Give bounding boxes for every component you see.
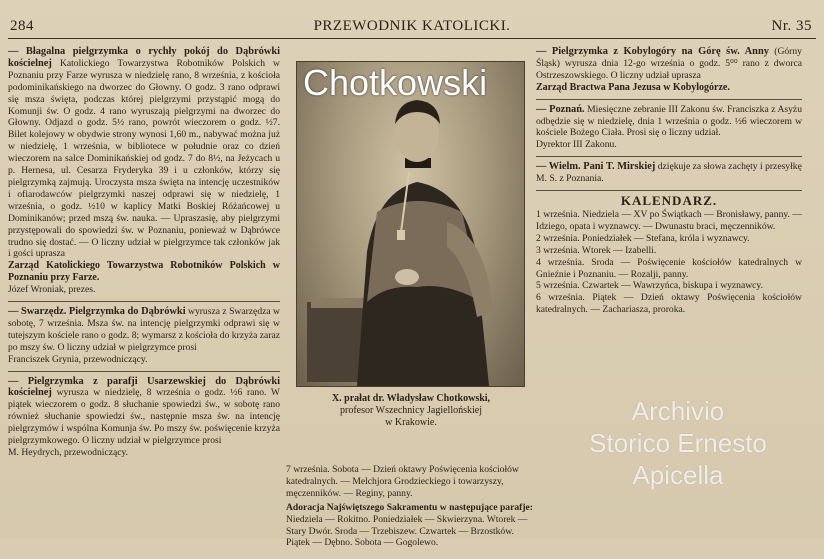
photo-caption — [286, 393, 536, 429]
calendar-title: KALENDARZ. — [620, 193, 718, 209]
calendar-continued — [286, 464, 536, 559]
article-body: (Górny Śląsk) wyrusza dnia 12-go września o godz. 5⁰⁰ rano z dworca Ostrzeszowskiego. O liczny udział uprasza — [536, 46, 802, 81]
calendar-row: 1 września. Niedziela — XV po Świątkach — Bronisławy, panny. — Idziego, opata i wyznawcy. — Dwunastu braci, męczenników. — [536, 208, 802, 232]
left-column — [8, 46, 280, 464]
calendar-row: 7 września. Sobota — Dzień oktawy Poświęcenia kościołów katedralnych. — Melchjora Grodzieckiego i towarzyszy, męczenników. — Reginy, panny. — [286, 464, 519, 499]
calendar-row: 6 września. Piątek — Dzień oktawy Poświęcenia kościołów katedralnych. — Zachariasza, proroka. — [536, 292, 802, 316]
calendar-row: 2 września. Poniedziałek — Stefana, króla i wyznawcy. — [536, 232, 750, 244]
article-thanks — [536, 161, 802, 185]
article-signature: M. Heydrych, przewodniczący. — [8, 447, 129, 458]
article-kobylogora — [536, 46, 802, 94]
watermark-line: Archivio — [631, 396, 725, 426]
page-number: 284 — [10, 18, 34, 34]
portrait-photo — [296, 61, 525, 387]
article-signature: Józef Wroniak, prezes. — [8, 284, 96, 296]
watermark-line: Apicella — [632, 460, 724, 490]
article-body: dziękuje za słowa zachęty i przesyłkę — [657, 161, 802, 173]
divider — [8, 371, 280, 372]
article-signature: M. S. z Poznania. — [536, 173, 604, 185]
adoration-heading: Adoracja Najświętszego Sakramentu w następujące parafje: — [286, 501, 533, 513]
article-heading: — Pielgrzymka z Kobylogóry na Górę św. Anny — [536, 46, 769, 57]
article-heading: — Pielgrzymka z parafji Usarzewskiej do Dąbrówki kościelnej — [8, 375, 280, 399]
portrait-figure — [297, 62, 524, 386]
archive-watermark — [548, 395, 808, 491]
divider — [536, 99, 802, 100]
article-pilgrimage-dabrowka — [8, 46, 280, 296]
article-body: Katolickiego Towarzystwa Robotników Polskich w Poznaniu przy Farze wyrusza w niedzielę rano, 8 września, z kościoła podominikańskiego na dworzec do Głowny. O godz. 3 rano odprawi się msza święta, podczas której pielgrzymi przystąpić mogą do Komunji św. O godz. 4 rano wyruszają pielgrzymi na dworzec do Głowny. Odjazd o godz. 5½ rano, powrót wieczorem o godz. ½7. Bilet kolejowy w obydwie strony wynosi 1,60 m., nabywać można już w niedzielę, 1 września, w bibliotece w południe oraz co dzień wieczorem na salce Dominikańskiej od godz. 7 do 8½, na Jeżycach u p. Hernesa, ul. Cesarza Fryderyka 39 i u członków, którzy się pielgrzymką zajmują. Uroczysta msza święta na intencję uczestników i ofiarodawców pielgrzymki naszej odprawi się w niedzielę, 1 września, o godz. ½10 w kaplicy Matki Boskiej Różańcowej u Dominikanów; przed mszą św. nauka. — Upraszasię, aby pielgrzymi przystępowali do spowiedzi św. w Poznaniu, ponieważ w Dąbrówce trudno się dostać. — O liczny udział w pielgrzymce tak członków jak i gości uprasza — [8, 57, 280, 260]
publication-title: PRZEWODNIK KATOLICKI. — [313, 18, 511, 34]
article-organization: Zarząd Bractwa Pana Jezusa w Kobylogórze. — [536, 81, 730, 93]
calendar-row: 3 września. Wtorek — Izabelli. — [536, 244, 657, 256]
caption-place: w Krakowie. — [385, 417, 437, 428]
page-header — [8, 16, 816, 39]
article-swarzedz — [8, 306, 280, 366]
watermark-line: Storico Ernesto — [589, 428, 767, 458]
caption-title: profesor Wszechnicy Jagiellońskiej — [340, 405, 482, 416]
adoration-body: Niedziela — Rokitno. Poniedziałek — Skwierzyna. Wtorek — Stary Dwór. Sroda — Trzebiszew. Czwartek — Brzostków. Piątek — Dębno. Sobota — Gogolewo. — [286, 513, 528, 549]
divider — [536, 190, 802, 191]
article-signature: Dyrektor III Zakonu. — [536, 139, 617, 151]
divider — [8, 301, 280, 302]
photo-overlay-label: Chotkowski — [303, 62, 488, 103]
article-organization: Zarząd Katolickiego Towarzystwa Robotników Polskich w Poznaniu przy Farze. — [8, 260, 280, 284]
calendar-row: 5 września. Czwartek — Wawrzyńca, biskupa i wyznawcy. — [536, 280, 763, 292]
caption-name: X. prałat dr. Władysław Chotkowski, — [331, 393, 491, 404]
article-usarzewo — [8, 376, 280, 459]
article-body: wyrusza w niedzielę, 8 września o godz. ½6 rano. W piątek wieczorem o godz. 8 słuchanie spowiedzi św., w sobotę rano również słuchanie spowiedzi św., następnie msza św. na intencję pielgrzymów i wspólna Komunja św. Po mszy św. poświęcenie krzyża pielgrzymkowego. O liczny udział w pielgrzymce prosi — [8, 387, 280, 447]
article-heading: — Poznań. — [536, 103, 585, 115]
right-column — [536, 46, 802, 316]
divider — [536, 156, 802, 157]
article-signature: Franciszek Grynia, przewodniczący. — [8, 353, 148, 365]
article-body: wyrusza z Swarzędza w sobotę, 7 września. Msza św. na intencję pielgrzymki odprawi się w tutejszym kościele rano o godz. 8; wymarsz z kościoła do krzyża zaraz po mszy św. O liczny udział w pielgrzymce prosi — [8, 306, 280, 353]
article-poznan — [536, 104, 802, 152]
article-heading: — Swarzędz. Pielgrzymka do Dąbrówki — [8, 306, 186, 318]
article-body: Miesięczne zebranie III Zakonu św. Franciszka z Asyżu odbędzie się w niedzielę, dnia 1 września o godz. ½6 wieczorem w kościele Bożego Ciała. Prosi się o liczny udział. — [536, 103, 802, 139]
article-heading: — Wielm. Pani T. Mirskiej — [536, 161, 656, 173]
issue-number: Nr. 35 — [771, 18, 812, 34]
article-heading: — Błagalna pielgrzymka o rychły pokój do Dąbrówki kościelnej — [8, 46, 280, 69]
calendar-row: 4 września. Sroda — Poświęcenie kościołów katedralnych w Gnieźnie i Poznaniu. — Rozalji, panny. — [536, 256, 802, 280]
